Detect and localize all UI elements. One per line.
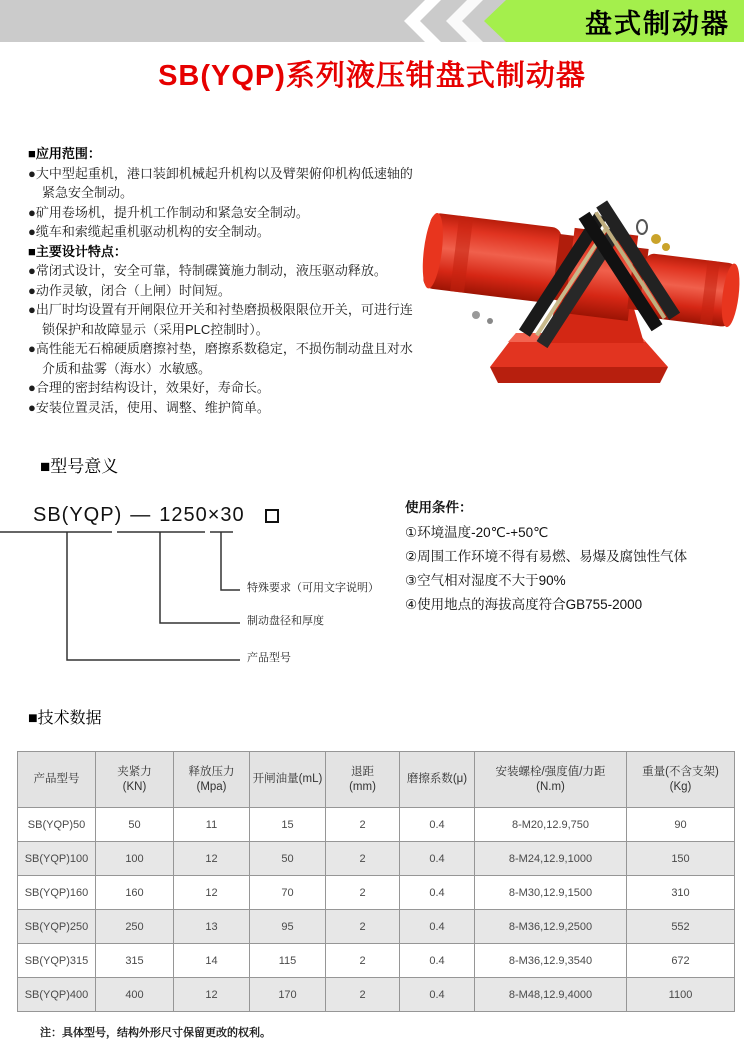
cell: 160 [96,876,174,910]
features-heading: ■主要设计特点： [28,243,127,259]
cell: 0.4 [400,842,475,876]
feature-item: ●合理的密封结构设计，效果好，寿命长。 [28,380,270,395]
usage-item: ①环境温度-20℃-+50℃ [405,525,549,540]
cell: 2 [326,978,400,1012]
cell: 150 [627,842,735,876]
model-dash: — [130,504,152,526]
cell: SB(YQP)250 [18,910,96,944]
col-header-release-pressure: 释放压力 (Mpa) [174,752,250,808]
application-item: ●缆车和索缆起重机驱动机构的安全制动。 [28,224,270,239]
cell: 50 [250,842,326,876]
table-row [18,808,735,842]
cell: 552 [627,910,735,944]
cell: SB(YQP)100 [18,842,96,876]
col-header-model: 产品型号 [18,752,96,808]
tech-data-heading: ■技术数据 [28,710,102,727]
label-disc-size: 制动盘径和厚度 [247,615,324,627]
cell: 2 [326,910,400,944]
cell: 1100 [627,978,735,1012]
usage-item: ③空气相对湿度不大于90% [405,573,566,588]
diagram-lines-icon [0,500,430,690]
model-meaning-diagram [0,500,430,690]
cell: 672 [627,944,735,978]
cell: 15 [250,808,326,842]
top-banner [0,0,744,42]
cell: 50 [96,808,174,842]
cell: 90 [627,808,735,842]
cell: 8-M20,12.9,750 [475,808,627,842]
feature-item: ●常闭式设计，安全可靠，特制碟簧施力制动，液压驱动释放。 [28,263,387,278]
cell: 315 [96,944,174,978]
cell: 2 [326,808,400,842]
cell: 8-M30,12.9,1500 [475,876,627,910]
table-row [18,876,735,910]
cell: 0.4 [400,808,475,842]
model-prefix: SB(YQP) [33,504,123,526]
feature-item: ●动作灵敏，闭合（上闸）时间短。 [28,282,231,298]
model-spec: 1250×30 [159,504,245,526]
cell: 8-M24,12.9,1000 [475,842,627,876]
usage-item: ②周围工作环境不得有易燃、易爆及腐蚀性气体 [405,549,688,564]
table-header-row [18,752,735,808]
cell: 11 [174,808,250,842]
cell: 0.4 [400,876,475,910]
cell: 310 [627,876,735,910]
feature-item: ●高性能无石棉硬质磨擦衬垫，磨擦系数稳定，不损伤制动盘且对水介质和盐雾（海水）水敏感。 [28,341,413,376]
tech-data-table [17,751,735,1012]
cell: 95 [250,910,326,944]
cell: 0.4 [400,978,475,1012]
disc-brake-illustration [418,183,744,395]
table-row [18,842,735,876]
page-title: SB(YQP)系列液压钳盘式制动器 [158,60,586,92]
col-header-friction: 磨擦系数(μ) [400,752,475,808]
cell: 0.4 [400,944,475,978]
cell: SB(YQP)400 [18,978,96,1012]
feature-item: ●安装位置灵活，使用、调整、维护简单。 [28,399,270,415]
cell: 8-M36,12.9,3540 [475,944,627,978]
cell: 0.4 [400,910,475,944]
cell: 12 [174,978,250,1012]
col-header-clamp-force: 夹紧力 (KN) [96,752,174,808]
table-row [18,978,735,1012]
cell: SB(YQP)50 [18,808,96,842]
label-product-model: 产品型号 [247,652,291,664]
application-item: ●大中型起重机，港口装卸机械起升机构以及臂架俯仰机构低速轴的紧急安全制动。 [28,165,413,200]
cell: 2 [326,842,400,876]
cell: 12 [174,842,250,876]
usage-conditions [405,496,743,617]
cell: SB(YQP)160 [18,876,96,910]
cell: 12 [174,876,250,910]
model-code [33,504,279,527]
label-special-requirement: 特殊要求（可用文字说明） [247,582,379,594]
application-item: ●矿用卷场机，提升机工作制动和紧急安全制动。 [28,204,309,220]
model-meaning-heading: ■型号意义 [40,457,119,476]
banner-tag: 盘式制动器 [585,9,730,39]
col-header-retract: 退距 (mm) [326,752,400,808]
cell: 400 [96,978,174,1012]
info-block [28,144,414,417]
feature-item: ●出厂时均设置有开闸限位开关和衬垫磨损极限限位开关，可进行连锁保护和故障显示（采用PLC控制时）。 [28,302,413,337]
table-row [18,910,735,944]
col-header-bolts: 安装螺栓/强度值/力距 (N.m) [475,752,627,808]
cell: 13 [174,910,250,944]
cell: 2 [326,876,400,910]
application-heading: ■应用范围： [28,146,101,161]
col-header-oil-volume: 开闸油量(mL) [250,752,326,808]
cell: 14 [174,944,250,978]
cell: 8-M36,12.9,2500 [475,910,627,944]
cell: 170 [250,978,326,1012]
cell: 115 [250,944,326,978]
cell: 8-M48,12.9,4000 [475,978,627,1012]
cell: 250 [96,910,174,944]
table-row [18,944,735,978]
cell: 70 [250,876,326,910]
col-header-weight: 重量(不含支架) (Kg) [627,752,735,808]
cell: 100 [96,842,174,876]
placeholder-box [265,509,279,523]
table-note: 注：具体型号，结构外形尺寸保留更改的权利。 [40,1027,271,1039]
usage-heading: 使用条件： [405,500,473,515]
cell: 2 [326,944,400,978]
cell: SB(YQP)315 [18,944,96,978]
usage-item: ④使用地点的海拔高度符合GB755-2000 [405,597,643,612]
product-image [418,183,744,395]
